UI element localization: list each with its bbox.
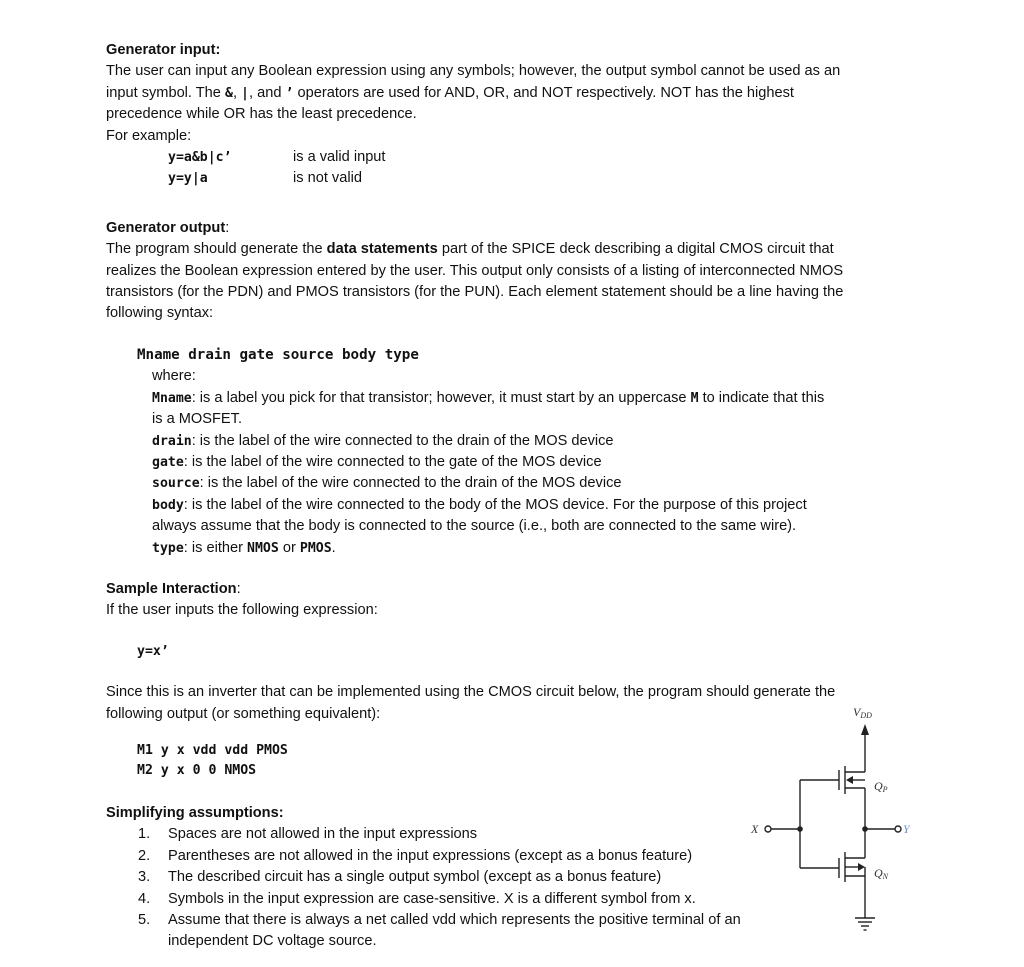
- list-text: Parentheses are not allowed in the input expressions (except as a bonus feature): [168, 847, 693, 864]
- example-code: y=a&b|c’: [168, 150, 232, 166]
- not-operator: ’: [285, 85, 294, 101]
- text-span: operators are used for AND, OR, and NOT respectively. NOT has the highest: [293, 84, 794, 101]
- example-note: is a valid input: [293, 149, 386, 166]
- qp-letter: Q: [874, 779, 883, 793]
- list-text: Assume that there is always a net called vdd which represents the positive terminal of an: [168, 912, 741, 928]
- vdd-subscript: DD: [860, 711, 872, 720]
- nmos-arrow-icon: [858, 863, 865, 871]
- list-number: 3.: [138, 869, 151, 886]
- vdd-letter: V: [853, 705, 861, 719]
- text-span: input symbol. The: [106, 84, 225, 101]
- generator-output-line4: following syntax:: [106, 305, 214, 322]
- list-number: 5.: [138, 912, 151, 928]
- text-span: .: [331, 539, 336, 556]
- heading-colon: :: [236, 580, 241, 597]
- pmos-arrow-icon: [846, 776, 853, 784]
- text-span: ,: [232, 84, 242, 101]
- def-body-cont: always assume that the body is connected to the source (i.e., both are connected to the same wire).: [152, 518, 797, 535]
- def-type: [152, 538, 912, 559]
- x-input-label: X: [751, 822, 759, 836]
- list-number: 2.: [138, 847, 151, 864]
- spice-output-line: M1 y x vdd vdd PMOS: [137, 742, 288, 758]
- sample-intro: If the user inputs the following expression:: [106, 602, 378, 619]
- list-number: 1.: [138, 826, 151, 843]
- example-note: is not valid: [293, 170, 362, 187]
- def-term: gate: [152, 454, 184, 470]
- text-span: to indicate that this: [698, 389, 825, 406]
- def-mname-cont: is a MOSFET.: [152, 411, 243, 428]
- def-term: M: [690, 390, 699, 406]
- generator-input-line3: precedence while OR has the least precedence.: [106, 106, 417, 123]
- text-span: : is the label of the wire connected to the gate of the MOS device: [183, 453, 602, 470]
- generator-output-line1: [106, 239, 906, 260]
- where-label: where:: [152, 368, 196, 385]
- nmos-keyword: NMOS: [247, 540, 279, 556]
- or-operator: |: [241, 85, 249, 101]
- example-row: [106, 168, 906, 189]
- syntax-line: Mname drain gate source body type: [137, 346, 419, 363]
- generator-input-line1: The user can input any Boolean expression using any symbols; however, the output symbol cannot be used as an: [106, 63, 841, 80]
- assumptions-heading: Simplifying assumptions:: [106, 804, 284, 821]
- qn-label: [874, 866, 889, 881]
- generator-output-heading: [106, 218, 906, 239]
- list-number-spacer: [106, 931, 168, 952]
- example-code: y=y|a: [168, 171, 208, 187]
- qp-label: [874, 779, 888, 794]
- def-term: source: [152, 476, 200, 492]
- input-terminal: [765, 826, 771, 832]
- generator-input-heading: Generator input:: [106, 42, 221, 58]
- sample-explain-line1: Since this is an inverter that can be implemented using the CMOS circuit below, the program should generate the: [106, 684, 836, 701]
- def-term: type: [152, 540, 184, 556]
- qn-subscript: N: [882, 872, 889, 881]
- def-drain: [152, 431, 912, 452]
- list-text: The described circuit has a single output symbol (except as a bonus feature): [168, 869, 662, 886]
- def-term: drain: [152, 433, 192, 449]
- vdd-label: [853, 705, 872, 720]
- list-text: Spaces are not allowed in the input expressions: [168, 826, 478, 843]
- def-term: body: [152, 497, 184, 513]
- output-terminal: [895, 826, 901, 832]
- for-example-label: For example:: [106, 127, 192, 144]
- text-span: : is the label of the wire connected to the body of the MOS device. For the purpose of this project: [183, 496, 807, 513]
- y-output-label: Y: [903, 822, 910, 836]
- list-text: independent DC voltage source.: [168, 933, 377, 950]
- definition-list: [152, 366, 912, 559]
- input-node-dot: [797, 826, 803, 832]
- list-number: 4.: [138, 890, 151, 907]
- bold-term: data statements: [326, 241, 438, 258]
- def-term: Mname: [152, 390, 192, 406]
- heading-colon: :: [225, 219, 230, 236]
- def-source: [152, 473, 912, 494]
- generator-input-line2: [106, 83, 906, 104]
- def-mname: [152, 388, 912, 409]
- generator-output-line2: realizes the Boolean expression entered by the user. This output only consists of a listing of interconnected NMOS: [106, 262, 844, 279]
- text-span: part of the SPICE deck describing a digital CMOS circuit that: [437, 241, 834, 258]
- and-operator: &: [224, 85, 233, 101]
- qn-letter: Q: [874, 866, 883, 880]
- text-span: or: [278, 539, 300, 556]
- heading-text: Sample Interaction: [106, 580, 237, 597]
- sample-explain-line2: following output (or something equivalent):: [106, 705, 381, 722]
- def-body: [152, 495, 912, 516]
- def-gate: [152, 452, 912, 473]
- text-span: : is either: [183, 539, 248, 556]
- text-span: , and: [249, 84, 286, 101]
- text-span: The program should generate the: [106, 241, 327, 258]
- vdd-arrow-icon: [861, 724, 869, 735]
- example-row: [106, 147, 906, 168]
- text-span: : is a label you pick for that transistor; however, it must start by an uppercase: [191, 389, 691, 406]
- spice-output-line: M2 y x 0 0 NMOS: [137, 762, 257, 778]
- text-span: : is the label of the wire connected to the drain of the MOS device: [199, 475, 622, 492]
- sample-expression: y=x’: [137, 643, 169, 659]
- generator-output-line3: transistors (for the PDN) and PMOS transistors (for the PUN). Each element statement should be a line having the: [106, 284, 844, 301]
- heading-text: Generator output: [106, 219, 226, 236]
- list-text: Symbols in the input expression are case-sensitive. X is a different symbol from x.: [168, 890, 696, 907]
- qp-subscript: P: [882, 785, 888, 794]
- cmos-inverter-diagram: [740, 700, 910, 945]
- pmos-keyword: PMOS: [299, 540, 332, 556]
- text-span: : is the label of the wire connected to the drain of the MOS device: [191, 432, 614, 449]
- sample-heading: [106, 579, 906, 600]
